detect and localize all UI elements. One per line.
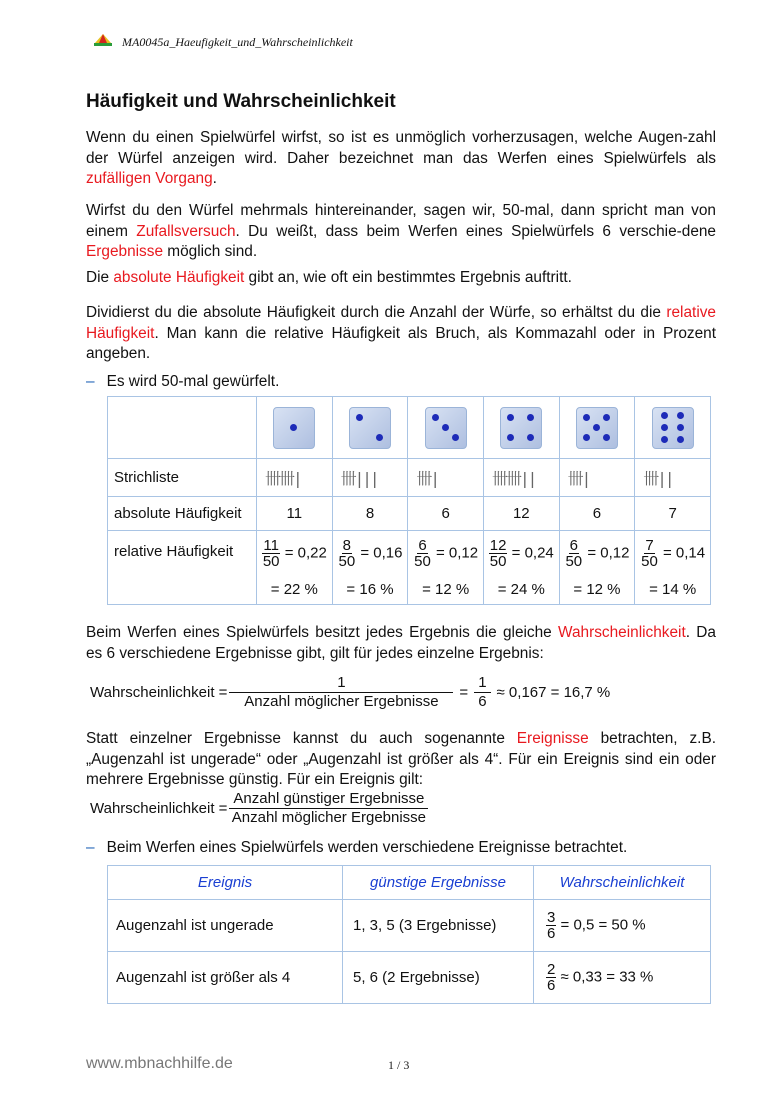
footer-website: www.mbnachhilfe.de — [86, 1055, 233, 1072]
die-six-icon — [652, 407, 694, 449]
paragraph-2: Wirfst du den Würfel mehrmals hintereinander, sagen wir, 50-mal, dann spricht man von einem Zufallsversuch. Du weißt, dass beim Werfen eines Spielwürfels 6 verschie-dene Ergebnisse möglich sind. — [86, 202, 716, 260]
absolute-3: 6 — [408, 497, 484, 531]
absolute-5: 6 — [559, 497, 635, 531]
die-one-icon — [273, 407, 315, 449]
col-header-probability: Wahrscheinlichkeit — [534, 866, 711, 900]
paragraph-3: Die absolute Häufigkeit gibt an, wie oft ein bestimmtes Ergebnis auftritt. — [86, 269, 572, 286]
paragraph-5: Beim Werfen eines Spielwürfels besitzt jedes Ergebnis die gleiche Wahrscheinlichkeit. Da es 6 verschiedene Ergebnisse gibt, gilt für jedes einzelne Ergebnis: — [86, 624, 716, 662]
document-code: MA0045a_Haeufigkeit_und_Wahrscheinlichkeit — [122, 35, 353, 49]
absolute-1: 11 — [257, 497, 333, 531]
die-four-icon — [500, 407, 542, 449]
tally-4: 卌卌|| — [483, 459, 559, 497]
die-three-icon — [425, 407, 467, 449]
frequency-table: Strichliste 卌卌| 卌||| 卌| 卌卌|| 卌| 卌|| absolute Häufigkeit 11 8 6 12 6 7 relative Häufigkeit $\frac{11}{50}$ = 0,22 = 22 % $\frac{8}{50}$ = 0,16 = 16 % $\frac{6}{50}$ = 0,12 = 12 % $\frac{12}{50}$ = 0,24 = 24 % $\frac{6}{50}$ = 0,12 = 12 % $\frac{7}{50}$ = 0,14 = 14 % — [107, 396, 711, 605]
absolute-6: 7 — [635, 497, 711, 531]
page-number: 1 / 3 — [388, 1058, 410, 1072]
absolute-2: 8 — [332, 497, 408, 531]
paragraph-6: Statt einzelner Ergebnisse kannst du auch sogenannte Ereignisse betrachten, z.B. „Augenzahl ist ungerade“ oder „Augenzahl ist größer als 4“. Für ein Ereignis sind ein oder mehrere Ergebnisse günstig. Für ein Ereignis gilt: — [86, 730, 717, 788]
col-header-favorable: günstige Ergebnisse — [343, 866, 534, 900]
col-header-event: Ereignis — [108, 866, 343, 900]
formula-single-result: Wahrscheinlichkeit = 1 Anzahl möglicher Ergebnisse = $\frac{1}{6}$ ≈ 0,167 = 16,7 % — [90, 674, 611, 710]
bullet-1: – Es wird 50-mal gewürfelt. — [86, 373, 280, 390]
table-row: Augenzahl ist ungerade 1, 3, 5 (3 Ergebnisse) $\frac{3}{6}$ = 0,5 = 50 % — [108, 900, 711, 952]
formula-event: Wahrscheinlichkeit = Anzahl günstiger Ergebnisse Anzahl möglicher Ergebnisse — [90, 790, 430, 827]
bullet-2: – Beim Werfen eines Spielwürfels werden verschiedene Ereignisse betrachtet. — [86, 839, 628, 856]
die-five-icon — [576, 407, 618, 449]
paragraph-4: Dividierst du die absolute Häufigkeit durch die Anzahl der Würfe, so erhältst du die relative Häufigkeit. Man kann die relative Häufigkeit als Bruch, als Kommazahl oder in Prozent angeben. — [86, 304, 716, 362]
paragraph-1: Wenn du einen Spielwürfel wirfst, so ist es unmöglich vorherzusagen, welche Augen-zahl der Würfel anzeigen wird. Daher bezeichnet man das Werfen eines Spielwürfels als zufälligen Vorgang. — [86, 129, 716, 187]
table-row: Augenzahl ist größer als 4 5, 6 (2 Ergebnisse) $\frac{2}{6}$ ≈ 0,33 = 33 % — [108, 952, 711, 1004]
tally-2: 卌||| — [332, 459, 408, 497]
row-label-tally: Strichliste — [108, 459, 257, 497]
logo-icon — [93, 33, 113, 47]
tally-6: 卌|| — [635, 459, 711, 497]
absolute-4: 12 — [483, 497, 559, 531]
events-table — [107, 865, 711, 1004]
row-label-absolute: absolute Häufigkeit — [108, 497, 257, 531]
page-title: Häufigkeit und Wahrscheinlichkeit — [86, 91, 396, 112]
tally-5: 卌| — [559, 459, 635, 497]
tally-1: 卌卌| — [257, 459, 333, 497]
row-label-relative: relative Häufigkeit — [108, 531, 257, 605]
tally-3: 卌| — [408, 459, 484, 497]
die-two-icon — [349, 407, 391, 449]
